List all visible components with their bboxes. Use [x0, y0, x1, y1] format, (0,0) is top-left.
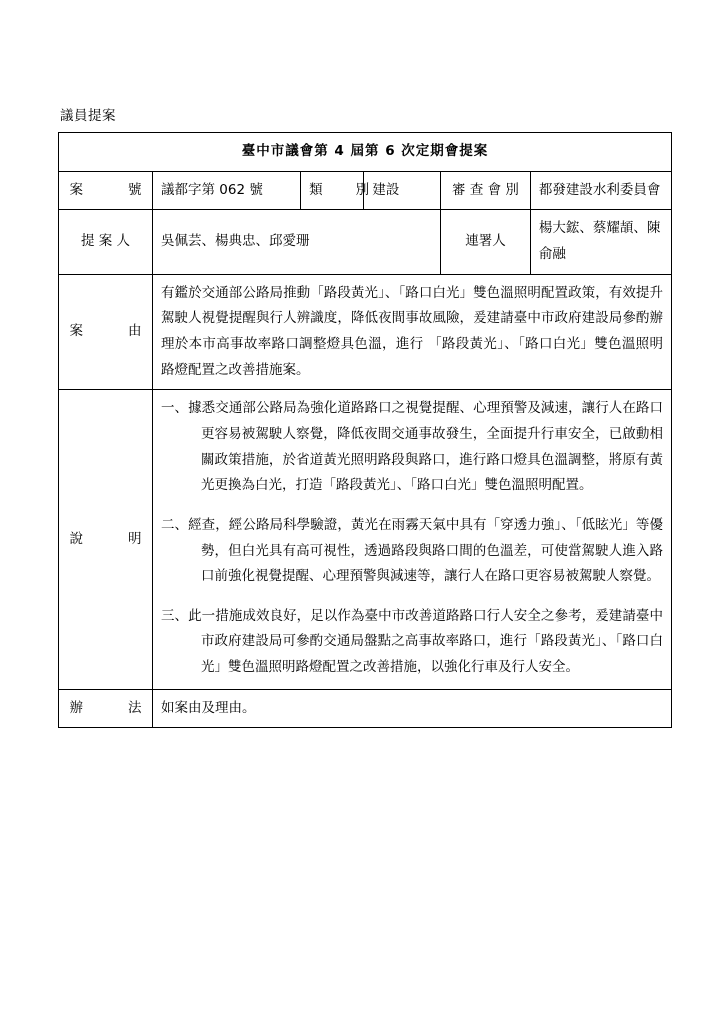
reason-label: 案 由 — [59, 274, 153, 390]
explanation-value — [152, 390, 671, 689]
proposal-table — [58, 132, 672, 728]
explanation-item: 二、經查，經公路局科學驗證，黃光在雨霧天氣中具有「穿透力強」、「低眩光」等優勢，但白光具有高可視性，透過路段與路口間的色溫差，可使當駕駛人進入路口前強化視覺提醒、心理預警與減速等，讓行人在路口更容易被駕駛人察覺。 — [160, 516, 663, 585]
review-committee-label: 審 查 會 別 — [441, 171, 531, 210]
page-title: 臺中市議會第 4 屆第 6 次定期會提案 — [59, 133, 672, 172]
table-row-explanation — [59, 390, 672, 689]
cosigner-label: 連署人 — [441, 210, 531, 274]
table-row-case-number — [59, 171, 672, 210]
explanation-item: 一、據悉交通部公路局為強化道路路口之視覺提醒、心理預警及減速，讓行人在路口更容易被駕駛人察覺，降低夜間交通事故發生，全面提升行車安全，已啟動相關政策措施，於省道黃光照明路段與路口，進行路口燈具色溫調整，將原有黃光更換為白光，打造「路段黃光」、「路口白光」雙色溫照明配置。 — [160, 400, 663, 494]
method-label: 辦 法 — [59, 689, 153, 728]
document-header-label: 議員提案 — [60, 108, 116, 124]
case-number-label: 案 號 — [59, 171, 153, 210]
table-row-proposer — [59, 210, 672, 274]
cosigner-value: 楊大鋐、蔡耀頡、陳俞融 — [530, 210, 671, 274]
explanation-item: 三、此一措施成效良好，足以作為臺中市改善道路路口行人安全之參考，爰建請臺中市政府建設局可參酌交通局盤點之高事故率路口，進行「路段黃光」、「路口白光」雙色溫照明路燈配置之改善措施，以強化行車及行人安全。 — [160, 607, 663, 676]
category-label: 類 別 — [301, 171, 364, 210]
reason-value: 有鑑於交通部公路局推動「路段黃光」、「路口白光」雙色溫照明配置政策，有效提升駕駛人視覺提醒與行人辨識度，降低夜間事故風險，爰建請臺中市政府建設局參酌辦理於本市高事故率路口調整燈具色溫，進行 「路段黃光」、「路口白光」雙色溫照明路燈配置之改善措施案。 — [152, 274, 671, 390]
explanation-label: 說 明 — [59, 390, 153, 689]
category-value: 建設 — [364, 171, 441, 210]
table-row-method — [59, 689, 672, 728]
proposer-value: 吳佩芸、楊典忠、邱愛珊 — [152, 210, 440, 274]
review-committee-value: 都發建設水利委員會 — [530, 171, 671, 210]
method-value: 如案由及理由。 — [152, 689, 671, 728]
table-row-title — [59, 133, 672, 172]
case-number-value: 議都字第 062 號 — [152, 171, 300, 210]
table-row-reason — [59, 274, 672, 390]
proposer-label: 提 案 人 — [59, 210, 153, 274]
